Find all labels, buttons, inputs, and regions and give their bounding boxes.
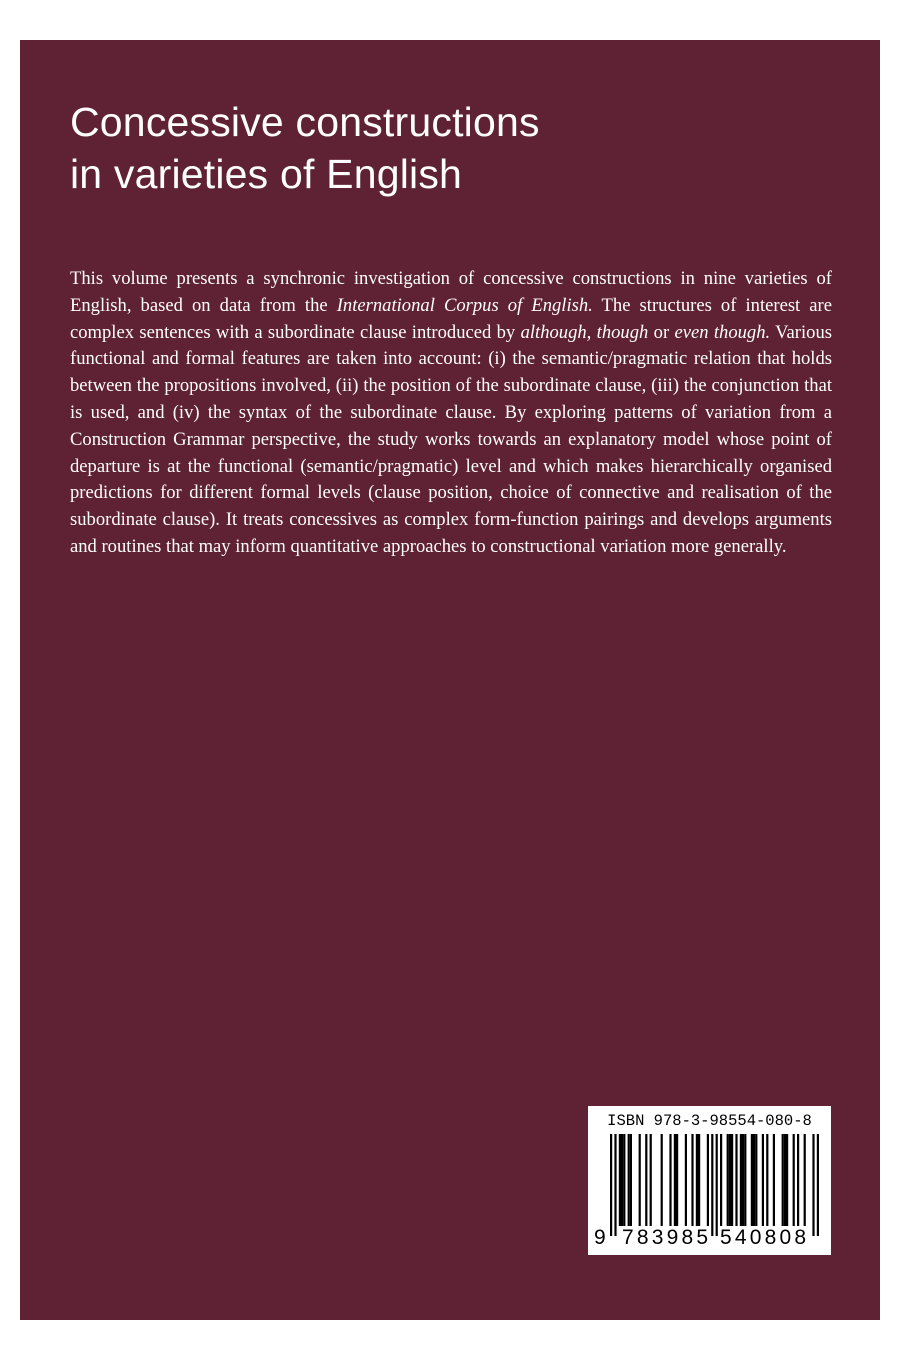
blurb-text-run: or — [648, 321, 675, 343]
barcode-bar — [729, 1134, 731, 1226]
barcode-bar — [698, 1134, 700, 1226]
book-title-line-1: Concessive constructions — [70, 99, 540, 145]
barcode-bar — [621, 1134, 623, 1226]
barcode-bar — [619, 1134, 621, 1226]
barcode-bar — [731, 1134, 733, 1226]
barcode-bar — [742, 1134, 744, 1226]
barcode-bar — [645, 1134, 647, 1226]
isbn-label: ISBN 978-3-98554-080-8 — [607, 1112, 812, 1130]
barcode-right-digits: 540808 — [720, 1226, 810, 1249]
blurb-italic-run: International Corpus of English. — [336, 294, 593, 316]
back-cover — [20, 40, 880, 1320]
barcode-bar — [711, 1134, 713, 1236]
barcode-bar — [669, 1134, 671, 1226]
barcode-bar — [773, 1134, 775, 1226]
barcode-bar — [782, 1134, 784, 1226]
barcode-bar — [766, 1134, 768, 1226]
barcode-bar — [628, 1134, 630, 1226]
barcode-left-digits: 783985 — [622, 1226, 712, 1249]
barcode-bar — [720, 1134, 722, 1226]
barcode-bar — [696, 1134, 698, 1226]
barcode-bar — [755, 1134, 757, 1226]
barcode-bar — [716, 1134, 718, 1236]
barcode-bar — [786, 1134, 788, 1226]
barcode-bar — [674, 1134, 676, 1226]
barcode-bar — [762, 1134, 764, 1226]
barcode-bar — [751, 1134, 753, 1226]
blurb-italic-run: even though. — [674, 321, 771, 343]
barcode-bar — [623, 1134, 625, 1226]
barcode-bar — [753, 1134, 755, 1226]
barcode-bar — [614, 1134, 616, 1236]
barcode-bar — [727, 1134, 729, 1226]
barcode-first-digit: 9 — [594, 1226, 606, 1249]
barcode-bar — [676, 1134, 678, 1226]
barcode-bar — [691, 1134, 693, 1226]
barcode-bar — [744, 1134, 746, 1226]
barcode-bar — [650, 1134, 652, 1226]
barcode-bar — [661, 1134, 663, 1226]
barcode-bar — [639, 1134, 641, 1226]
barcode-bar — [740, 1134, 742, 1226]
barcode-bar — [685, 1134, 687, 1226]
barcode-bar — [630, 1134, 632, 1226]
barcode-bar — [784, 1134, 786, 1226]
book-title-line-2: in varieties of English — [70, 151, 463, 197]
blurb-text-run: This volume presents a synchronic investigation of concessive constructions in nine varieties of English, based on data from the — [70, 268, 832, 316]
blurb-italic-run: though — [596, 321, 649, 343]
blurb-text-run: The structures of interest are complex sentences with a subordinate clause introduced by — [70, 294, 833, 343]
barcode-bar — [817, 1134, 819, 1236]
barcode-bar — [735, 1134, 737, 1226]
blurb-text-run: Various functional and formal features are taken into account: (i) the semantic/pragmatic relation that holds between the propositions involved, (ii) the position of the subordinate clause, (iii) the conjunction that is used, and (iv) the syntax of the subordinate clause. By exploring patterns of variation from a Construction Grammar perspective, the study works towards an explanatory model whose point of departure is at the functional (semantic/pragmatic) level and which makes hierarchically organised predictions for different formal levels (clause position, choice of connective and realisation of the subordinate clause). It treats concessives as complex form-function pairings and develops arguments and routines that may inform quantitative approaches to constructional variation more generally. — [70, 321, 832, 557]
blurb-italic-run: although, — [520, 321, 592, 343]
book-title — [70, 96, 540, 200]
barcode-bar — [610, 1134, 612, 1236]
barcode-bar — [797, 1134, 799, 1226]
barcode-bar — [804, 1134, 806, 1226]
book-blurb — [70, 266, 832, 561]
barcode-bar — [812, 1134, 814, 1236]
barcode-bar — [793, 1134, 795, 1226]
barcode-bar — [707, 1134, 709, 1226]
isbn-barcode — [588, 1106, 831, 1255]
